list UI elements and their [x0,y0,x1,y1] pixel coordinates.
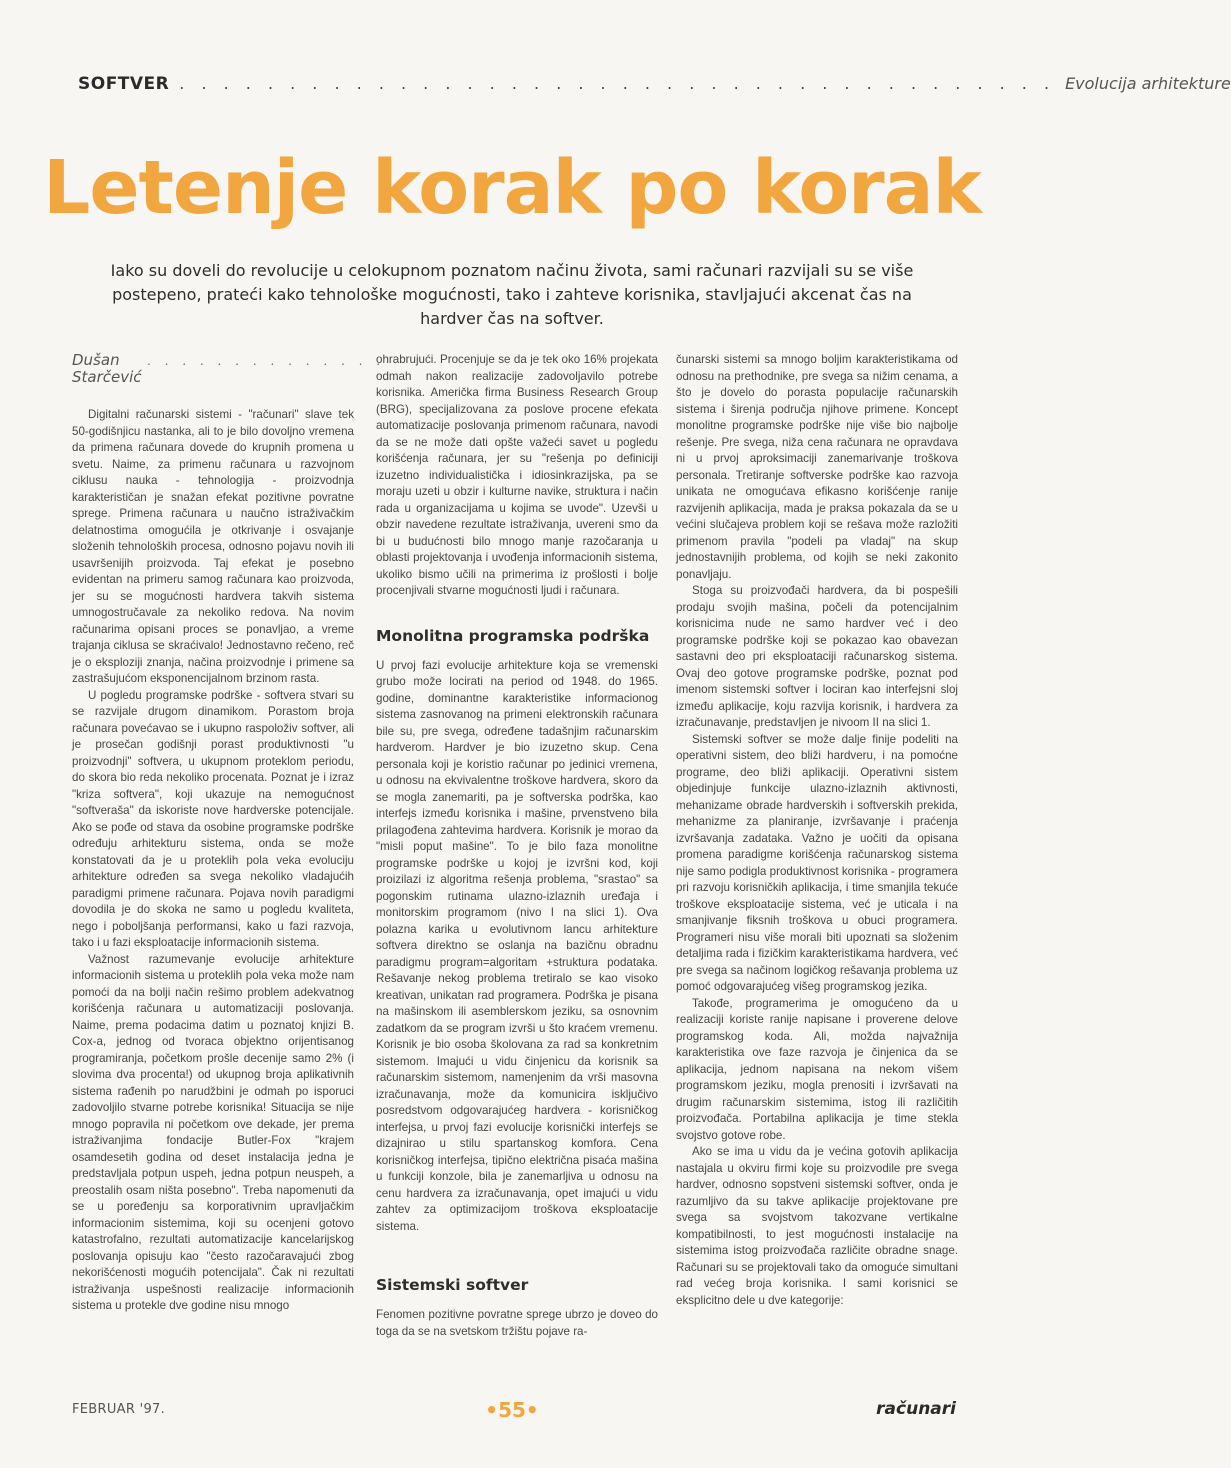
paragraph: Takođe, programerima je omogućeno da u realizaciji koriste ranije napisane i proverene delove programskog koda. Ali, možda najvažnija karakteristika ove faze razvoja je činjenica da se aplikacija, jednom napisana na nekom višem programskom jeziku, mogla prenositi i izvršavati na drugim računarskim sistemima, istog ili različitih proizvođača. Portabilna aplikacija je time stekla svojstvo gotove robe. [676,996,958,1142]
running-header [78,74,1231,98]
subheading-system-software: Sistemski softver [376,1276,529,1294]
paragraph: Važnost razumevanje evolucije arhitekture informacionih sistema u proteklih pola veka može nam pomoći da na bolji način rešimo problem adekvatnog korišćenja računara u automatizaciji poslovanja. Naime, prema podacima datim u poznatoj knjizi B. Cox-a, jednog od tvoraca objektno orijentisanog programiranja, početkom prošle decenije samo 2% (i slovima dva procenta!) od ukupnog broja aplikativnih sistema rađenih po narudžbini je odmah po isporuci zadovoljilo stvarne potrebe korisnika! Situacija se nije mnogo popravila ni početkom ove dekade, jer prema istraživanjima fondacije Butler-Fox "krajem osamdesetih godina od deset instalacija jedna je predstavljala potpun uspeh, jedna potpun neuspeh, a preostalih osam ništa posebno". Treba napomenuti da se u poređenju sa korporativnim upravljačkim informacionim sistemima, koji su ocenjeni gotovo katastrofalno, rezultati automatizacije kancelarijskog poslovanja opisuju kao "često razočaravajući zbog nekorišćenosti mogućih potencijala". Čak ni rezultati istraživanja uspešnosti realizacije informacionih sistema u protekle dve godine nisu mnogo [72,952,354,1312]
column-3 [676,352,958,1309]
paragraph: Ako se ima u vidu da je većina gotovih aplikacija nastajala u okviru firmi koje su proizvodile pre svega hardver, odnosno sopstveni sistemski softver, onda je razumljivo da su takve aplikacije projektovane pre svega sa svojstvom takozvane vertikalne kompatibilnosti, to jest mogućnosti instalacije na sistemima istog proizvođača različite obradne snage. Računari su se projektovali tako da omoguće simultani rad većeg broja korisnika. I sami korisnici se eksplicitno dele u dve kategorije: [676,1145,958,1307]
subheading-monolithic: Monolitna programska podrška [376,626,650,645]
page-number: •55• [485,1398,539,1422]
paragraph: Stoga su proizvođači hardvera, da bi pospešili prodaju svojih mašina, počeli da potencijalnim korisnicima nude ne samo hardver već i deo programske podrške koji se pokazao kao obavezan sastavni deo pri eksploataciji računarskog sistema. Ovaj deo gotove programske podrške, poznat pod imenom sistemski softver i lociran kao interfejsni sloj između aplikacije, koju razvija korisnik, i hardvera za izračunavanje, predstavljen je nivoom II na slici 1. [676,584,958,729]
column-2 [376,352,658,1340]
header-leader-dots: . . . . . . . . . . . . . . . . . . . . . . . . . . . . . . . . . . . . . . . . [179,74,1056,93]
byline [72,351,386,386]
paragraph: Sistemski softver se može dalje finije podeliti na operativni sistem, deo bliži hardveru, i na pomoćne programe, deo bliži aplikaciji. Operativni sistem objedinjuje funkcije ulazno-izlaznih aktivnosti, mehanizame obrade hardverskih i softverskih prekida, mehanizme za planiranje, izvršavanje i praćenja izvršavanja zadataka. Važno je uočiti da opisana promena paradigme korišćenja računarskog sistema nije samo podigla produktivnost korisnika - programera pri razvoju korisničkih aplikacija, i time smanjila tekuće troškove eksploatacije sistema, već je uticala i na smanjivanje fiksnih troškova u obuci programera. Programeri nisu više morali biti upoznati sa složenim detaljima rada i fizičkim karakteristikama hardvera, već pre svega sa načinom logičkog rešavanja problema uz pomoć odgovarajućeg višeg programskog jezika. [676,732,958,993]
paragraph: U pogledu programske podrške - softvera stvari su se razvijale drugom dinamikom. Porastom broja računara povećavao se i ukupno raspoloživ softver, ali je prosečan godišnji porast produktivnosti "u proizvodnji" softvera, u ukupnom proteklom periodu, do skora bio reda nekoliko procenata. Poznat je i izraz "kriza softvera", koji ukazuje na nemogućnost "softveraša" da iskoriste nove hardverske potencijale. Ako se pođe od stava da osobine programske podrške određuju arhitekturu sistema, onda se može konstatovati da je u proteklih pola veka evoluciju arhitekture određen sa svega nekoliko vladajućih paradigmi primene računara. Pojava novih paradigmi dovodila je do skoka ne samo u pogledu kvaliteta, nego i poboljšanja performansi, kako u fazi razvoja, tako i u fazi eksploatacije informacionih sistema. [72,688,354,949]
article-deck: Iako su doveli do revolucije u celokupnom poznatom načinu života, sami računari razvijali su se više postepeno, prateći kako tehnološke mogućnosti, tako i zahteve korisnika, stavljajući akcenat čas na hardver čas na softver. [110,261,914,328]
author-name: Dušan Starčević [72,351,142,386]
article-title: Letenje korak po korak [43,145,981,231]
magazine-logo: računari [876,1399,956,1419]
topic-label: Evolucija arhitekture [1065,74,1231,93]
paragraph: Digitalni računarski sistemi - "računari" slave tek 50-godišnjicu nastanka, ali to je bilo dovoljno vremena da primena računara dovede do krupnih promena u svetu. Naime, za primenu računara u razvojnom ciklusu nauka - tehnologija - proizvodnja karakterističan je snažan efekat pozitivne povratne sprege. Primena računara u naučno istraživačkim delatnostima omogućila je otkrivanje i osvajanje složenih tehnoloških procesa, odnosno pojavu novih ili usavršenijih proizvoda. Taj efekat je posebno evidentan na primeru samog računara kao proizvoda, jer su se mogućnosti hardvera takvih sistema umnogostručavale za nekoliko redova. Na novim računarima opisani proces se ponavljao, a vreme trajanja ciklusa se skraćivalo! Jednostavno rečeno, reč je o eksploziji znanja, načina proizvodnje i primene sa zastrašujućom eksponencijalnom brzinom rasta. [72,408,354,685]
paragraph: U prvoj fazi evolucije arhitekture koja se vremenski grubo može locirati na period od 1948. do 1965. godine, dominantne karakteristike informacionog sistema zasnovanog na primeni elektronskih računara bile su, pre svega, određene tadašnjim računarskim hardverom. Hardver je bio izuzetno skup. Cena personala koji je koristio računar po jedinici vremena, u odnosu na ekvivalentne troškove hardvera, skoro da se mogla zanemariti, pa je softverska podrška, kao interfejs između korisnika i mašine, prvenstveno bila prilagođena zahtevima hardvera. Korisnik je morao da "misli poput mašine". To je bilo faza monolitne programske podrške u kojoj je izvršni kod, koji proizilazi iz algoritma rešenja problema, "srastao" sa pogonskim rutinama ulazno-izlaznih uređaja i monitorskim programom (nivo I na slici 1). Ova polazna karika u evolutivnom lancu arhitekture softvera direktno se oslanja na bazičnu obradnu paradigmu program=algoritam +struktura podataka. Rešavanje nekog problema tretiralo se kao visoko kreativan, unikatan rad programera. Podrška je pisana na mašinskom ili asemblerskom jeziku, sa osnovnim zadatkom da se program izvrši u što kraćem vremenu. Korisnik je bio osoba školovana za rad sa konkretnim sistemom. Imajući u vidu činjenicu da korisnik sa računarskim sistemom, namenjenim da vrši masovna izračunavanja, može da komunicira isključivo posredstvom odgovarajućeg hardvera - korisničkog interfejsa, u prvoj fazi evolucije korisnički interfejs se dizajnirao u stilu spartanskog komfora. Cena korisničkog interfejsa, tipično električna pisaća mašina u funkciji konzole, bila je zanemarljiva u odnosu na cenu hardvera za izračunavanja, opet imajući u vidu zahtev za optimizacijom troškova eksploatacije sistema. [376,658,658,1233]
paragraph: ohrabrujući. Procenjuje se da je tek oko 16% projekata odmah nakon realizacije zadovoljavilo potrebe korisnika. Američka firma Business Research Group (BRG), specijalizovana za poslove procene efekata automatizacije poslovanja primenom računara, navodi da se ne može dati opšte važeći savet u pogledu korišćenja računara, jer su "rešenja po definiciji izuzetno individualistička i idiosinkrazijska, pa se moraju uzeti u obzir i kulturne navike, struktura i način rada u organizacijama u kojima se uvode". Uzevši u obzir navedene rezultate istraživanja, uvereni smo da bi u budućnosti bilo mnogo manje razočaranja u oblasti projektovanja i uvođenja informacionih sistema, ukoliko bismo učili na primerima iz prošlosti i bolje procenjivali stvarne mogućnosti ljudi i računara. [376,353,658,597]
paragraph: Fenomen pozitivne povratne sprege ubrzo je doveo do toga da se na svetskom tržištu pojave ra- [376,1308,658,1338]
section-label: SOFTVER [78,74,170,94]
issue-date: FEBRUAR '97. [72,1402,166,1417]
byline-leader-dots: . . . . . . . . . . . . . . [147,354,386,368]
column-1 [72,351,386,1315]
paragraph: čunarski sistemi sa mnogo boljim karakteristikama od odnosu na prethodnike, pre svega sa nižim cenama, a što je dovelo do porasta populacije računarskih sistema i širenja područja njihove primene. Koncept monolitne programske podrške nije više bio najbolje rešenje. Pre svega, niža cena računara ne opravdava ni u prvoj aproksimaciji zanemarivanje troškova personala. Tretiranje softverske podrške kao razvoja unikata ne omogućava efikasno korišćenje ranije razvijenih aplikacija, mada je praksa pokazala da se u većini slučajeva problem koji se rešava može razložiti primenom pravila "podeli pa vladaj" na skup jednostavnijih problema, od kojih se neki zakonito ponavljaju. [676,353,958,581]
